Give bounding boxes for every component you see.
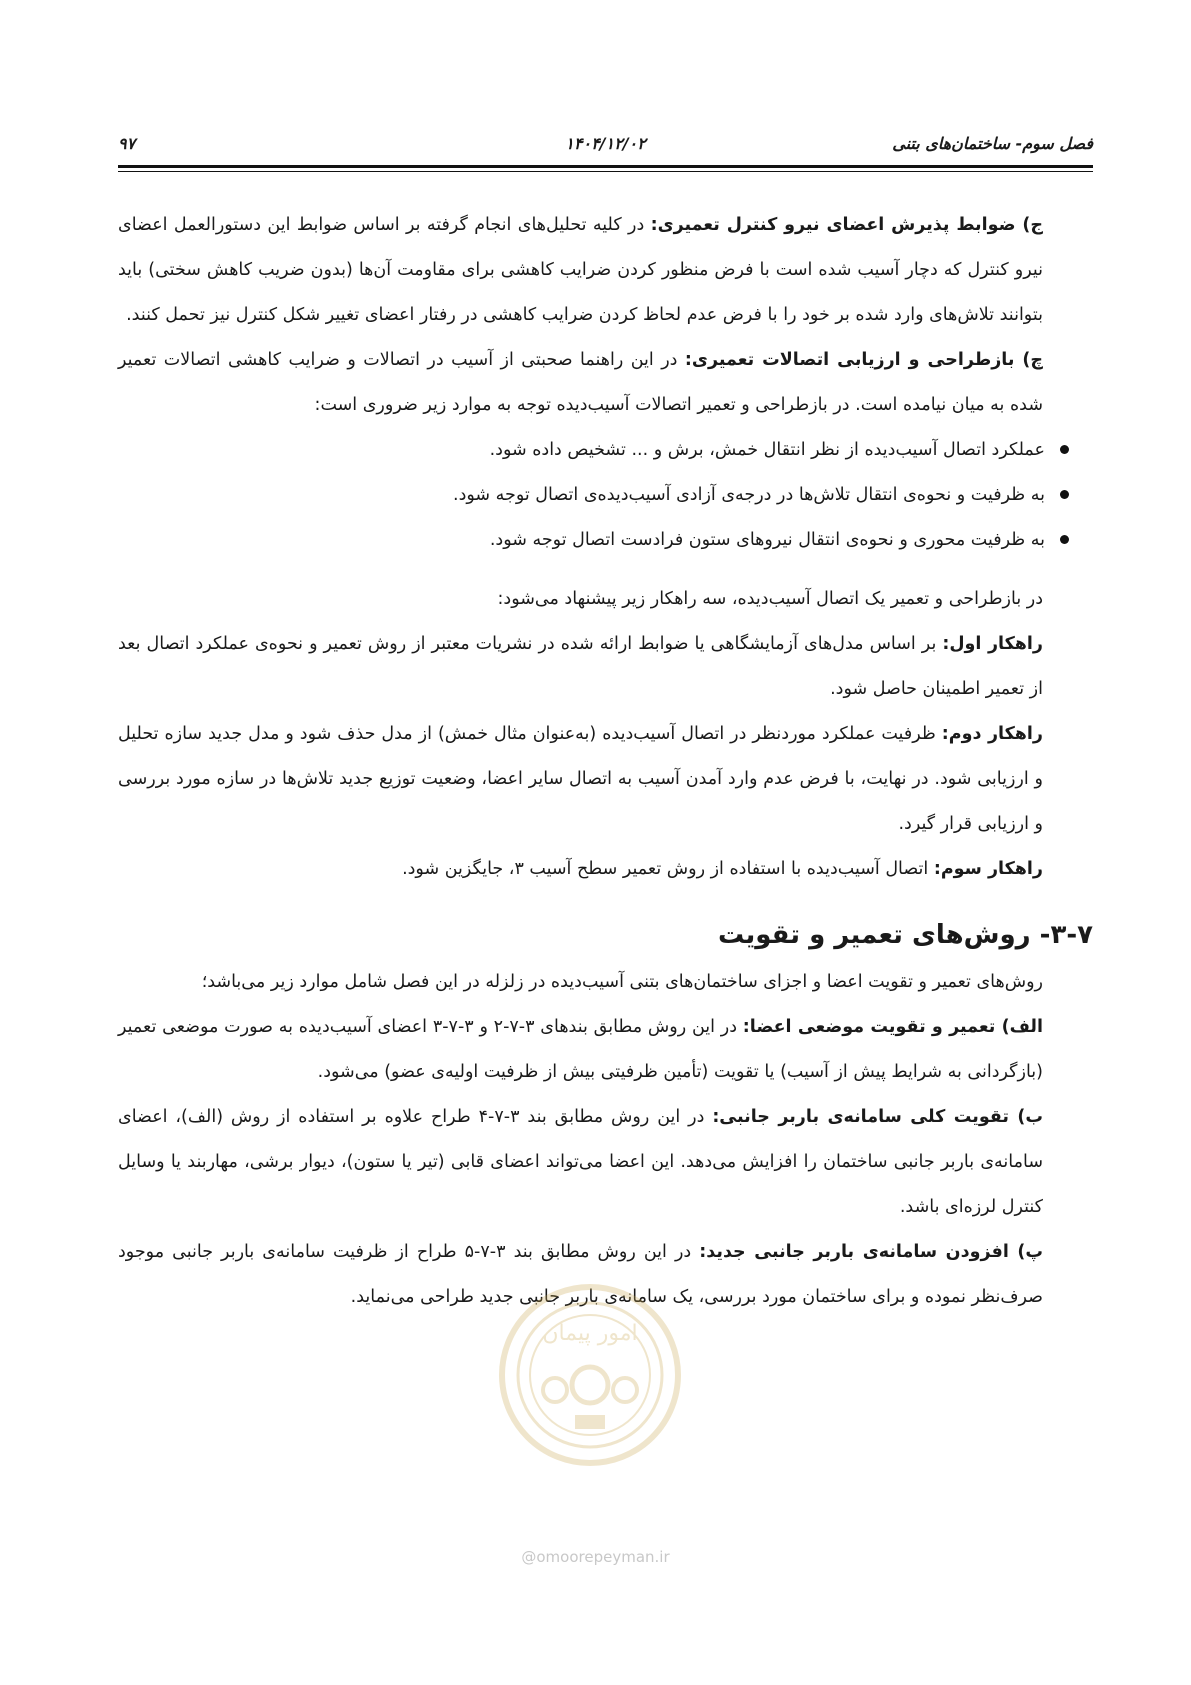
method-title: الف) تعمیر و تقویت موضعی اعضا: — [742, 1017, 1043, 1037]
method-text: در این روش مطابق بندهای ۳-۷-۲ و ۳-۷-۳ اعضای آسیب‌دیده به صورت موضعی تعمیر (بازگردانی به شرایط پیش از آسیب) یا تقویت (تأمین ظرفیتی بیش از ظرفیت اولیه‌ی عضو) می‌شود. — [118, 1017, 1043, 1082]
section-heading: ۳-۷- روش‌های تعمیر و تقویت — [717, 920, 1093, 950]
page-number: ۹۷ — [118, 134, 136, 153]
paragraph-text: در این راهنما صحبتی از آسیب در اتصالات و ضرایب کاهشی اتصالات تعمیر شده به میان نیامده است. در بازطراحی و تعمیر اتصالات آسیب‌دیده توجه به موارد زیر ضروری است: — [118, 350, 1043, 415]
method-text: در این روش مطابق بند ۳-۷-۵ طراح از ظرفیت سامانه‌ی باربر جانبی موجود صرف‌نظر نموده و برای ساختمان مورد بررسی، یک سامانه‌ی باربر جانبی جدید طراحی می‌نماید. — [118, 1242, 1043, 1307]
paragraph-title: چ) بازطراحی و ارزیابی اتصالات تعمیری: — [684, 350, 1043, 370]
spacer — [118, 563, 1093, 577]
paragraph-title: ج) ضوابط پذیرش اعضای نیرو کنترل تعمیری: — [650, 215, 1043, 235]
paragraph-connection-redesign — [118, 338, 1093, 428]
solution-text: ظرفیت عملکرد موردنظر در اتصال آسیب‌دیده (به‌عنوان مثال خمش) از مدل حذف شود و مدل جدید سازه تحلیل و ارزیابی شود. در نهایت، با فرض عدم وارد آمدن آسیب به اتصال سایر اعضا، وضعیت توزیع جدید تلاش‌ها در سازه مورد بررسی و ارزیابی قرار گیرد. — [118, 724, 1043, 834]
bullet-list — [118, 428, 1093, 563]
header-rule-thick — [118, 165, 1093, 168]
paragraph-acceptance-criteria — [118, 203, 1093, 338]
solution-first — [118, 622, 1093, 712]
method-global-strengthening — [118, 1095, 1093, 1230]
stamp-text: امور پیمان — [542, 1321, 638, 1346]
solution-third — [118, 847, 1093, 892]
list-item: به ظرفیت محوری و نحوه‌ی انتقال نیروهای ستون فرادست اتصال توجه شود. — [118, 518, 1093, 563]
solution-text: اتصال آسیب‌دیده با استفاده از روش تعمیر سطح آسیب ۳، جایگزین شود. — [402, 859, 934, 879]
method-title: پ) افزودن سامانه‌ی باربر جانبی جدید: — [699, 1242, 1043, 1262]
paragraph-text: در کلیه تحلیل‌های انجام گرفته بر اساس ضوابط این دستورالعمل اعضای نیرو کنترل که دچار آسیب شده است با فرض منظور کردن ضرایب کاهشی برای مقاومت آن‌ها (بدون ضریب کاهش سختی) باید بتوانند تلاش‌های وارد شده بر خود را با فرض عدم لحاظ کردن ضرایب کاهشی در رفتار اعضای تغییر شکل کنترل نیز تحمل کنند. — [118, 215, 1043, 325]
watermark-stamp-logo — [495, 1280, 685, 1470]
solution-title: راهکار سوم: — [933, 859, 1043, 879]
bullet-icon — [1060, 490, 1069, 499]
solution-text: بر اساس مدل‌های آزمایشگاهی یا ضوابط ارائه شده در نشریات معتبر از روش تعمیر و نحوه‌ی عملکرد اتصال بعد از تعمیر اطمینان حاصل شود. — [118, 634, 1043, 699]
list-item: عملکرد اتصال آسیب‌دیده از نظر انتقال خمش، برش و ... تشخیص داده شود. — [118, 428, 1093, 473]
solutions-intro: در بازطراحی و تعمیر یک اتصال آسیب‌دیده، سه راهکار زیر پیشنهاد می‌شود: — [497, 589, 1043, 609]
method-text: در این روش مطابق بند ۳-۷-۴ طراح علاوه بر استفاده از روش (الف)، اعضای سامانه‌ی باربر جانبی ساختمان را افزایش می‌دهد. این اعضا می‌تواند اعضای قابی (تیر یا ستون)، دیوار برشی، مهاربند یا وسایل کنترل لرزه‌ای باشد. — [118, 1107, 1043, 1217]
section-intro: روش‌های تعمیر و تقویت اعضا و اجزای ساختمان‌های بتنی آسیب‌دیده در زلزله در این فصل شامل موارد زیر می‌باشد؛ — [201, 972, 1043, 992]
solution-title: راهکار دوم: — [941, 724, 1043, 744]
document-body — [118, 203, 1093, 1320]
bullet-icon — [1060, 535, 1069, 544]
spacer — [118, 892, 1093, 910]
solution-second — [118, 712, 1093, 847]
page-header — [118, 128, 1093, 168]
method-local-repair — [118, 1005, 1093, 1095]
solution-title: راهکار اول: — [942, 634, 1043, 654]
watermark-url: @omoorepeyman.ir — [521, 1548, 670, 1566]
header-rule-thin — [118, 171, 1093, 172]
chapter-title: فصل سوم- ساختمان‌های بتنی — [892, 134, 1093, 153]
bullet-icon — [1060, 445, 1069, 454]
list-item: به ظرفیت و نحوه‌ی انتقال تلاش‌ها در درجه‌ی آزادی آسیب‌دیده‌ی اتصال توجه شود. — [118, 473, 1093, 518]
method-title: ب) تقویت کلی سامانه‌ی باربر جانبی: — [712, 1107, 1043, 1127]
header-date: ۱۴۰۴/۱۲/۰۲ — [565, 134, 646, 153]
